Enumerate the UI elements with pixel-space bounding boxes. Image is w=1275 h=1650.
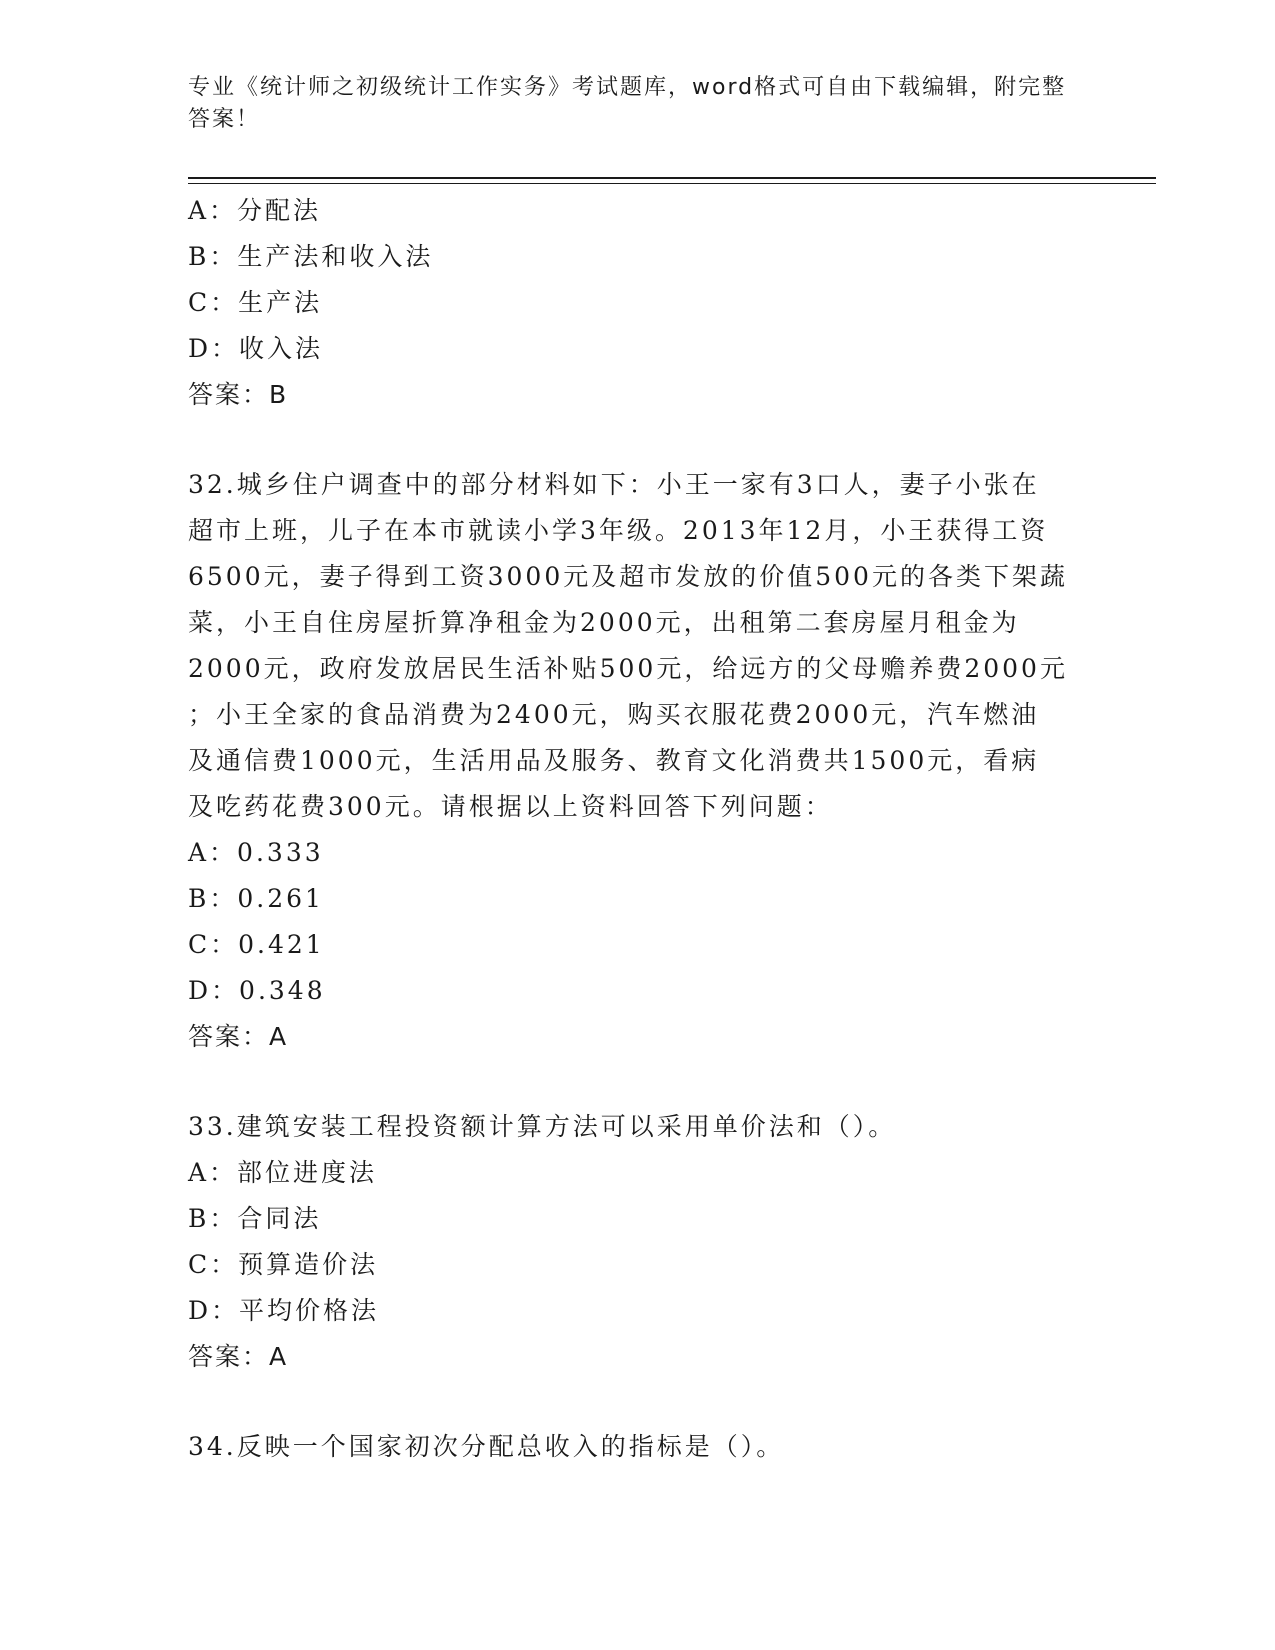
option-d: D：平均价格法 bbox=[188, 1296, 380, 1325]
question-text-line: 6500元，妻子得到工资3000元及超市发放的价值500元的各类下架蔬 bbox=[188, 562, 1068, 591]
answer-line: 答案：A bbox=[188, 1022, 289, 1051]
header-text: 专业《统计师之初级统计工作实务》考试题库，word格式可自由下载编辑，附完整答案！ bbox=[188, 75, 1067, 132]
header-divider-thick bbox=[188, 177, 1156, 179]
spacer bbox=[188, 418, 1088, 462]
option-b: B：合同法 bbox=[188, 1204, 322, 1233]
question-34-block bbox=[188, 1424, 1088, 1470]
spacer bbox=[188, 1060, 1088, 1104]
question-text-line: 菜，小王自住房屋折算净租金为2000元，出租第二套房屋月租金为 bbox=[188, 608, 1020, 637]
document-body bbox=[188, 188, 1088, 1470]
question-text-line: 34.反映一个国家初次分配总收入的指标是（）。 bbox=[188, 1432, 785, 1461]
question-text-line: 及通信费1000元，生活用品及服务、教育文化消费共1500元，看病 bbox=[188, 746, 1040, 775]
option-d: D：收入法 bbox=[188, 334, 324, 363]
option-b: B：0.261 bbox=[188, 884, 324, 913]
spacer bbox=[188, 1380, 1088, 1424]
option-a: A：分配法 bbox=[188, 196, 322, 225]
question-text-line: 及吃药花费300元。请根据以上资料回答下列问题： bbox=[188, 792, 833, 821]
option-a: A：部位进度法 bbox=[188, 1158, 378, 1187]
question-text-line: 超市上班，儿子在本市就读小学3年级。2013年12月，小王获得工资 bbox=[188, 516, 1049, 545]
question-text-line: 32.城乡住户调查中的部分材料如下：小王一家有3口人，妻子小张在 bbox=[188, 470, 1040, 499]
document-header bbox=[188, 72, 1068, 136]
option-d: D：0.348 bbox=[188, 976, 326, 1005]
option-c: C：预算造价法 bbox=[188, 1250, 379, 1279]
option-c: C：生产法 bbox=[188, 288, 323, 317]
option-b: B：生产法和收入法 bbox=[188, 242, 434, 271]
question-32-block bbox=[188, 462, 1088, 1060]
question-31-block bbox=[188, 188, 1088, 418]
question-text-line: ；小王全家的食品消费为2400元，购买衣服花费2000元，汽车燃油 bbox=[188, 700, 1040, 729]
option-c: C：0.421 bbox=[188, 930, 325, 959]
header-divider-thin bbox=[188, 183, 1156, 184]
answer-line: 答案：A bbox=[188, 1342, 289, 1371]
question-text-line: 33.建筑安装工程投资额计算方法可以采用单价法和（）。 bbox=[188, 1112, 897, 1141]
question-33-block bbox=[188, 1104, 1088, 1380]
answer-line: 答案：B bbox=[188, 380, 289, 409]
option-a: A：0.333 bbox=[188, 838, 324, 867]
question-text-line: 2000元，政府发放居民生活补贴500元，给远方的父母赡养费2000元 bbox=[188, 654, 1068, 683]
